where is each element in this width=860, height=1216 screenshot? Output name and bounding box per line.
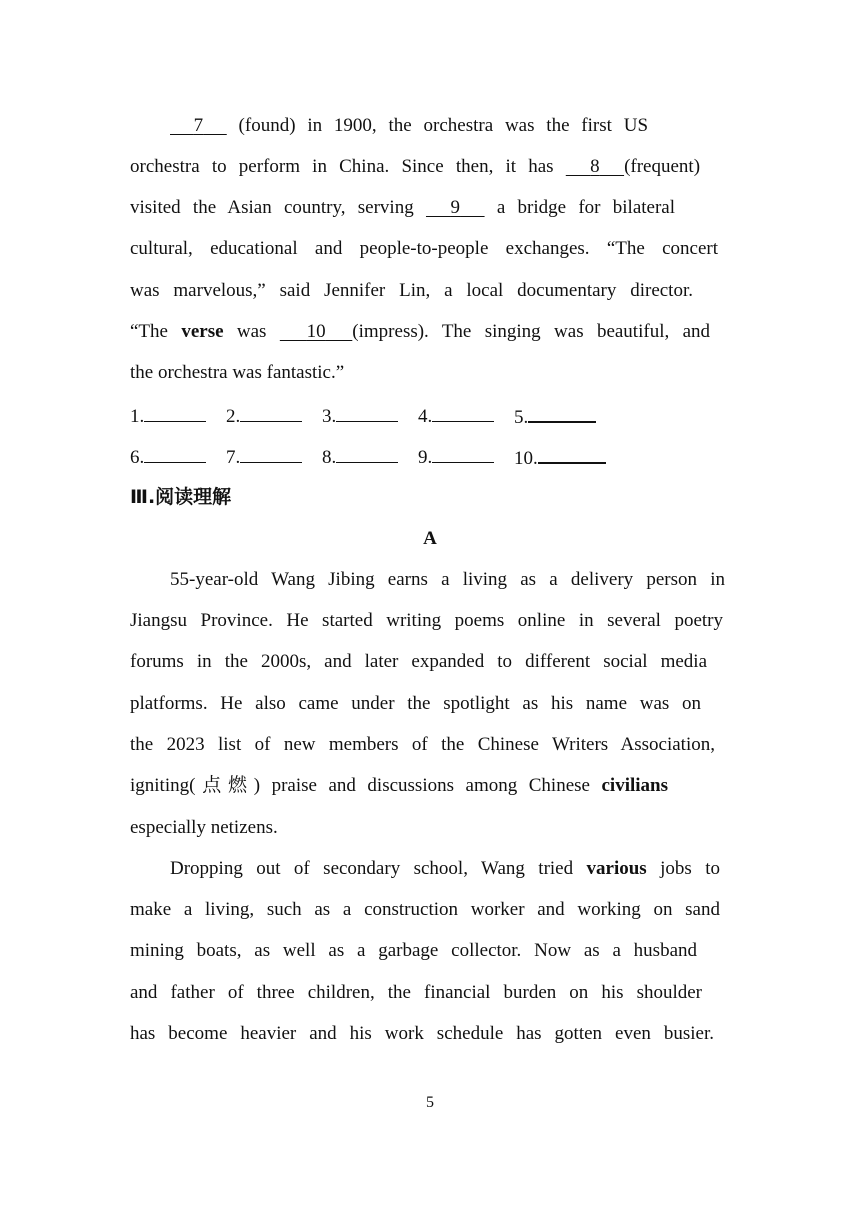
para2-line-3: mining boats, as well as a garbage collector. Now as a husband (130, 940, 697, 961)
para2-line-5: has become heavier and his work schedule has gotten even busier. (130, 1023, 714, 1044)
blank-10: 10 (306, 321, 326, 342)
para2-line-2: make a living, such as a construction worker and working on sand (130, 899, 720, 920)
answer-slot-3: 3. (322, 403, 398, 429)
page-number: 5 (426, 1094, 434, 1111)
para1-line-3: forums in the 2000s, and later expanded to different social media (130, 651, 707, 672)
para1-line-7: especially netizens. (130, 817, 278, 838)
answer-slot-4: 4. (418, 403, 494, 429)
blank-9: 9 (450, 197, 461, 218)
answer-slot-2: 2. (226, 403, 302, 429)
answer-slot-6: 6. (130, 444, 206, 470)
answer-slot-10: 10. (514, 444, 606, 471)
passage-line-6: “The verse was 10 (impress). The singing was beautiful, and (130, 321, 711, 342)
para1-line-4: platforms. He also came under the spotlight as his name was on (130, 693, 701, 714)
para1-line-6: igniting(点燃) praise and discussions among Chinese civilians (130, 775, 668, 796)
answer-slot-1: 1. (130, 403, 206, 429)
answer-slot-9: 9. (418, 444, 494, 470)
blank-7: 7 (193, 115, 204, 136)
para2-line-4: and father of three children, the financial burden on his shoulder (130, 982, 702, 1003)
passage-line-4: cultural, educational and people-to-people exchanges. “The concert (130, 238, 718, 259)
blank-8: 8 (590, 156, 600, 177)
passage-line-2: orchestra to perform in China. Since then, it has 8 (frequent) (130, 156, 701, 177)
answer-slot-8: 8. (322, 444, 398, 470)
passage-label: A (423, 528, 437, 549)
passage-line-3: visited the Asian country, serving 9 a bridge for bilateral (130, 197, 676, 218)
para2-line-1: Dropping out of secondary school, Wang tried various jobs to (170, 858, 720, 879)
section-title: Ⅲ.阅读理解 (130, 486, 232, 508)
passage-line-5: was marvelous,” said Jennifer Lin, a local documentary director. (130, 280, 693, 301)
passage-line-1: 7 (found) in 1900, the orchestra was the first US (170, 114, 648, 138)
answer-slot-7: 7. (226, 444, 302, 470)
para1-line-2: Jiangsu Province. He started writing poems online in several poetry (130, 610, 723, 631)
answer-slot-5: 5. (514, 403, 596, 430)
para1-line-5: the 2023 list of new members of the Chinese Writers Association, (130, 734, 715, 755)
passage-line-7: the orchestra was fantastic.” (130, 362, 345, 383)
para1-line-1: 55-year-old Wang Jibing earns a living as a delivery person in (170, 569, 725, 590)
